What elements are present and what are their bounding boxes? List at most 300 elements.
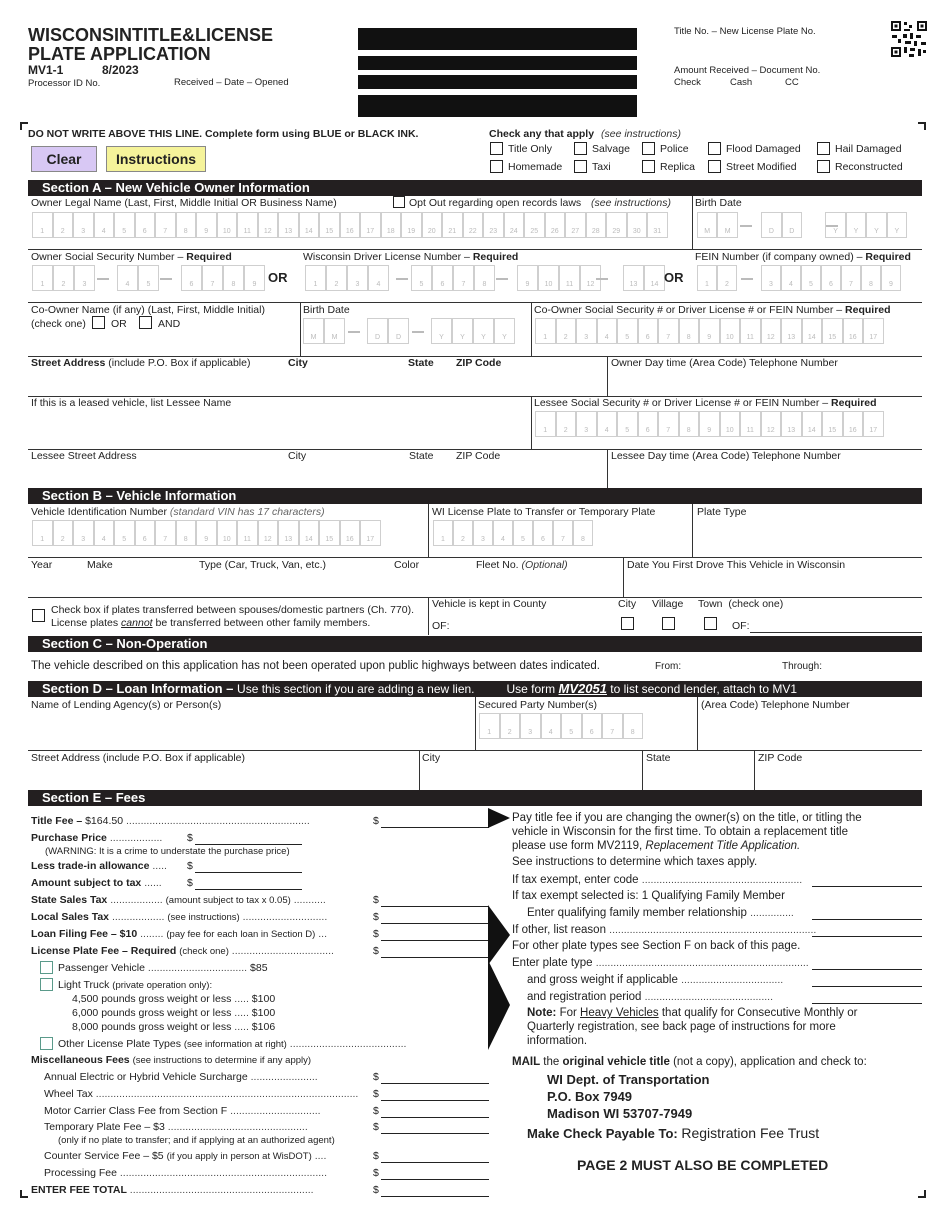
coowner-ssn-boxes[interactable]: [535, 318, 884, 344]
digit-box[interactable]: 8: [474, 265, 495, 291]
digit-box[interactable]: 2: [53, 265, 74, 291]
digit-box[interactable]: 7: [553, 520, 573, 546]
digit-box[interactable]: 5: [114, 212, 135, 238]
processor-id-label: Processor ID No.: [28, 78, 101, 89]
digit-box[interactable]: 10: [720, 318, 741, 344]
digit-box[interactable]: 5: [617, 318, 638, 344]
dollar-sign: $: [373, 1150, 379, 1162]
brand-replica-label: Replica: [660, 161, 696, 173]
digit-box[interactable]: 23: [483, 212, 504, 238]
dash: [740, 225, 752, 227]
family-relationship-field[interactable]: [812, 919, 922, 920]
through-label: Through:: [782, 661, 823, 672]
trade-in-label: Less trade-in allowance .....: [31, 860, 167, 872]
brand-salvage-checkbox[interactable]: [574, 142, 587, 155]
divider: [531, 302, 532, 356]
brand-salvage-label: Salvage: [592, 143, 630, 155]
rule: [28, 249, 922, 250]
title-no-label: Title No. – New License Plate No.: [674, 26, 816, 37]
processing-fee-label: Processing Fee .......................................................................: [44, 1167, 327, 1179]
brand-street-modified-checkbox[interactable]: [708, 160, 721, 173]
arrow-tax-icon: [488, 905, 512, 965]
divider: [419, 750, 420, 790]
brand-police-checkbox[interactable]: [642, 142, 655, 155]
digit-box[interactable]: 3: [74, 265, 95, 291]
digit-box[interactable]: 5: [513, 520, 533, 546]
temporary-plate-fee-field[interactable]: [381, 1133, 489, 1134]
spouse-note-1: Check box if plates transferred between spouses/domestic partners (Ch. 770).: [51, 604, 415, 616]
light-truck-label: Light Truck (private operation only):: [58, 979, 213, 991]
of-label-2: OF:: [732, 620, 750, 632]
digit-box[interactable]: 3: [73, 212, 94, 238]
lessee-zip-label: ZIP Code: [456, 450, 501, 462]
digit-box[interactable]: 7: [841, 265, 861, 291]
brand-homemade-checkbox[interactable]: [490, 160, 503, 173]
digit-box[interactable]: 11: [559, 265, 580, 291]
weight-8000-label: 8,000 pounds gross weight or less ..... $106: [72, 1021, 276, 1033]
dl-boxes[interactable]: [305, 265, 665, 291]
dash: [97, 278, 109, 280]
digit-box[interactable]: 22: [463, 212, 484, 238]
digit-box[interactable]: 2: [556, 411, 577, 437]
digit-box[interactable]: 2: [717, 265, 737, 291]
digit-box[interactable]: 8: [679, 411, 700, 437]
digit-box[interactable]: 16: [340, 520, 361, 546]
digit-box[interactable]: 3: [576, 411, 597, 437]
digit-box[interactable]: 1: [32, 520, 53, 546]
digit-box[interactable]: 12: [258, 212, 279, 238]
digit-box[interactable]: 5: [411, 265, 432, 291]
digit-box[interactable]: 6: [432, 265, 453, 291]
digit-box[interactable]: 7: [658, 411, 679, 437]
motor-carrier-fee-label: Motor Carrier Class Fee from Section F ...............................: [44, 1105, 321, 1117]
secured-party-boxes[interactable]: [479, 713, 643, 739]
temporary-plate-note-label: (only if no plate to transfer; and if applying at an authorized agent): [58, 1135, 335, 1146]
town-check-label: Town (check one): [698, 598, 784, 610]
section-e-header: Section E – Fees: [28, 790, 922, 806]
lender-phone-label: (Area Code) Telephone Number: [701, 699, 850, 711]
city-checkbox[interactable]: [621, 617, 634, 630]
divider: [300, 302, 301, 356]
spouse-note-2: License plates cannot be transferred between other family members.: [51, 617, 371, 629]
dollar-sign: $: [373, 1167, 379, 1179]
check-any-see: (see instructions): [601, 128, 681, 140]
address-line-1: WI Dept. of Transportation: [547, 1072, 710, 1087]
lender-city-label: City: [422, 752, 441, 764]
digit-box[interactable]: 7: [453, 265, 474, 291]
arrow-title-icon: [488, 808, 512, 828]
fein-boxes[interactable]: [697, 265, 901, 291]
digit-box[interactable]: 15: [822, 318, 843, 344]
digit-box[interactable]: 14: [299, 520, 320, 546]
state-label: State: [408, 357, 434, 369]
make-label: Make: [87, 559, 113, 571]
dollar-sign: $: [373, 815, 379, 827]
divider: [475, 697, 476, 750]
received-label: Received – Date – Opened: [174, 77, 289, 88]
brand-hail-label: Hail Damaged: [835, 143, 902, 155]
color-label: Color: [394, 559, 420, 571]
digit-box[interactable]: 7: [155, 212, 176, 238]
form-title-2: PLATE APPLICATION: [28, 44, 211, 64]
digit-box[interactable]: 13: [278, 212, 299, 238]
coowner-birth-boxes[interactable]: M M D D Y Y Y Y: [303, 318, 515, 344]
loan-filing-fee-field[interactable]: [381, 940, 489, 941]
license-plate-fee-label: License Plate Fee – Required (check one) ...................................: [31, 945, 334, 957]
wheel-tax-field[interactable]: [381, 1100, 489, 1101]
heavy-note-1: Note: For Heavy Vehicles that qualify for Consecutive Monthly or: [527, 1007, 858, 1019]
lessee-name-label: If this is a leased vehicle, list Lessee Name: [31, 397, 232, 409]
digit-box[interactable]: 10: [538, 265, 559, 291]
tax-exempt-label: If tax exempt, enter code .......................................................: [512, 874, 803, 886]
corner-mark-tl: [20, 122, 28, 130]
digit-box[interactable]: 2: [556, 318, 577, 344]
dl-label: Wisconsin Driver License Number – Required: [303, 251, 519, 263]
digit-box[interactable]: 11: [740, 318, 761, 344]
digit-box[interactable]: 2: [453, 520, 473, 546]
counter-service-fee-field[interactable]: [381, 1162, 489, 1163]
digit-box[interactable]: 15: [319, 212, 340, 238]
brand-reconstructed-checkbox[interactable]: [817, 160, 830, 173]
digit-box[interactable]: 8: [176, 212, 197, 238]
motor-carrier-fee-field[interactable]: [381, 1117, 489, 1118]
digit-box[interactable]: 8: [861, 265, 881, 291]
redacted-bar-1: [358, 28, 637, 50]
address-line-3: Madison WI 53707-7949: [547, 1106, 693, 1121]
birth-date-label: Birth Date: [695, 197, 742, 209]
electric-surcharge-field[interactable]: [381, 1083, 489, 1084]
corner-mark-br: [918, 1190, 926, 1198]
digit-box[interactable]: 11: [237, 212, 258, 238]
digit-box[interactable]: 31: [647, 212, 668, 238]
digit-box[interactable]: 4: [597, 411, 618, 437]
digit-box[interactable]: 4: [117, 265, 138, 291]
divider: [697, 697, 698, 750]
redacted-bar-4: [358, 95, 637, 117]
heavy-note-2: Quarterly registration, see back page of instructions for more: [527, 1021, 836, 1033]
owner-phone-label: Owner Day time (Area Code) Telephone Number: [611, 357, 838, 369]
digit-box[interactable]: 10: [217, 520, 238, 546]
dash: [596, 278, 608, 280]
digit-box[interactable]: 5: [561, 713, 582, 739]
digit-box[interactable]: 17: [863, 411, 884, 437]
coowner-or-label: OR: [111, 318, 127, 330]
divider: [692, 196, 693, 249]
town-checkbox[interactable]: [704, 617, 717, 630]
amount-subject-label: Amount subject to tax ......: [31, 877, 162, 889]
digit-box[interactable]: 4: [368, 265, 389, 291]
digit-box[interactable]: 17: [863, 318, 884, 344]
brand-street-modified-label: Street Modified: [726, 161, 797, 173]
digit-box[interactable]: 3: [73, 520, 94, 546]
title-note-3: please use form MV2119, Replacement Title Application.: [512, 840, 801, 852]
passenger-vehicle-label: Passenger Vehicle .................................. $85: [58, 962, 268, 974]
coowner-and-checkbox[interactable]: [139, 316, 152, 329]
brand-flood-checkbox[interactable]: [708, 142, 721, 155]
digit-box[interactable]: 6: [181, 265, 202, 291]
digit-box[interactable]: 24: [504, 212, 525, 238]
check-label: Check: [674, 77, 701, 88]
digit-box[interactable]: 4: [781, 265, 801, 291]
street-label: Street Address (include P.O. Box if applicable): [31, 357, 251, 369]
divider: [428, 597, 429, 635]
local-sales-tax-label: Local Sales Tax .................. (see instructions) .............................: [31, 911, 328, 923]
dash: [741, 278, 753, 280]
digit-box[interactable]: 9: [517, 265, 538, 291]
dash: [826, 225, 838, 227]
form-number: MV1-1: [28, 63, 64, 77]
digit-box[interactable]: 14: [802, 318, 823, 344]
digit-box[interactable]: 12: [258, 520, 279, 546]
digit-box[interactable]: 12: [580, 265, 601, 291]
digit-box[interactable]: 8: [623, 713, 644, 739]
digit-box[interactable]: 1: [32, 265, 53, 291]
gross-weight-field[interactable]: [812, 986, 922, 987]
digit-box[interactable]: 30: [627, 212, 648, 238]
brand-title-only-label: Title Only: [508, 143, 552, 155]
digit-box[interactable]: 18: [381, 212, 402, 238]
digit-box[interactable]: 5: [114, 520, 135, 546]
registration-period-field[interactable]: [812, 1003, 922, 1004]
digit-box[interactable]: 20: [422, 212, 443, 238]
divider: [692, 504, 693, 557]
digit-box[interactable]: 14: [644, 265, 665, 291]
opt-out-see: (see instructions): [591, 197, 671, 209]
digit-box[interactable]: 29: [606, 212, 627, 238]
digit-box[interactable]: 14: [299, 212, 320, 238]
digit-box[interactable]: 3: [520, 713, 541, 739]
page2-notice: PAGE 2 MUST ALSO BE COMPLETED: [577, 1157, 829, 1173]
digit-box[interactable]: 3: [473, 520, 493, 546]
digit-box[interactable]: 12: [761, 318, 782, 344]
village-check-label: Village: [652, 598, 684, 610]
digit-box[interactable]: 13: [623, 265, 644, 291]
digit-box[interactable]: 5: [138, 265, 159, 291]
brand-taxi-label: Taxi: [592, 161, 611, 173]
digit-box[interactable]: 6: [135, 212, 156, 238]
spouse-transfer-checkbox[interactable]: [32, 609, 45, 622]
digit-box[interactable]: 28: [586, 212, 607, 238]
divider: [623, 557, 624, 597]
instructions-button[interactable]: Instructions: [106, 146, 206, 172]
city-label: City: [288, 357, 308, 369]
digit-box[interactable]: 9: [699, 318, 720, 344]
plate-boxes[interactable]: [433, 520, 593, 546]
dash: [496, 278, 508, 280]
digit-box[interactable]: 6: [638, 411, 659, 437]
birth-date-boxes[interactable]: M M D D Y Y Y Y: [697, 212, 907, 238]
tax-exempt-code-field[interactable]: [812, 886, 922, 887]
lessee-ssn-boxes[interactable]: [535, 411, 884, 437]
fee-total-field[interactable]: [381, 1196, 489, 1197]
first-drove-label: Date You First Drove This Vehicle in Wisconsin: [627, 559, 846, 571]
digit-box[interactable]: 1: [32, 212, 53, 238]
digit-box[interactable]: 9: [881, 265, 901, 291]
digit-box[interactable]: 9: [196, 212, 217, 238]
brand-title-only-checkbox[interactable]: [490, 142, 503, 155]
heavy-note-3: information.: [527, 1035, 588, 1047]
digit-box[interactable]: 8: [679, 318, 700, 344]
divider: [607, 356, 608, 396]
digit-box[interactable]: 7: [602, 713, 623, 739]
dollar-sign: $: [373, 1121, 379, 1133]
digit-box[interactable]: 15: [319, 520, 340, 546]
divider: [754, 750, 755, 790]
owner-name-boxes[interactable]: [32, 212, 668, 238]
digit-box[interactable]: 6: [638, 318, 659, 344]
digit-box[interactable]: 13: [278, 520, 299, 546]
temporary-plate-fee-label: Temporary Plate Fee – $3 ................................................: [44, 1121, 308, 1133]
digit-box[interactable]: 1: [433, 520, 453, 546]
digit-box[interactable]: 5: [617, 411, 638, 437]
digit-box[interactable]: 4: [493, 520, 513, 546]
plate-type-label-right: Enter plate type .........................................................................: [512, 957, 809, 969]
section-b-header: Section B – Vehicle Information: [28, 488, 922, 504]
digit-box[interactable]: 2: [326, 265, 347, 291]
digit-box[interactable]: 16: [340, 212, 361, 238]
ssn-boxes[interactable]: [32, 265, 265, 291]
digit-box[interactable]: 19: [401, 212, 422, 238]
clear-button[interactable]: Clear: [31, 146, 97, 172]
section-d-header: Section D – Loan Information – Use this section if you are adding a new lien. Use form MV2051 to list second lender, attach to MV1: [28, 681, 922, 697]
dollar-sign: $: [373, 1088, 379, 1100]
loan-filing-fee-label: Loan Filing Fee – $10 ........ (pay fee for each loan in Section D) ...: [31, 928, 327, 940]
trade-in-field[interactable]: [195, 872, 302, 873]
corner-mark-bl: [20, 1190, 28, 1198]
digit-box[interactable]: 3: [761, 265, 781, 291]
digit-box[interactable]: 14: [802, 411, 823, 437]
digit-box[interactable]: 11: [237, 520, 258, 546]
digit-box[interactable]: 10: [720, 411, 741, 437]
other-plate-types-checkbox[interactable]: [40, 1037, 53, 1050]
period-label: and registration period ............................................: [527, 991, 773, 1003]
brand-replica-checkbox[interactable]: [642, 160, 655, 173]
digit-box[interactable]: 4: [94, 212, 115, 238]
digit-box[interactable]: 8: [223, 265, 244, 291]
digit-box[interactable]: 6: [821, 265, 841, 291]
digit-box[interactable]: 10: [217, 212, 238, 238]
lessee-ssn-label: Lessee Social Security # or Driver License # or FEIN Number – Required: [534, 397, 877, 409]
amount-subject-field[interactable]: [195, 889, 302, 890]
family-label: Enter qualifying family member relationship ...............: [527, 907, 794, 919]
digit-box[interactable]: 12: [761, 411, 782, 437]
dollar-sign: $: [373, 928, 379, 940]
digit-box[interactable]: 9: [699, 411, 720, 437]
digit-box[interactable]: 1: [697, 265, 717, 291]
digit-box[interactable]: 3: [347, 265, 368, 291]
digit-box[interactable]: 15: [822, 411, 843, 437]
digit-box[interactable]: 3: [576, 318, 597, 344]
digit-box[interactable]: 26: [545, 212, 566, 238]
brand-taxi-checkbox[interactable]: [574, 160, 587, 173]
check-any-label: Check any that apply: [489, 128, 595, 140]
coowner-or-checkbox[interactable]: [92, 316, 105, 329]
digit-box[interactable]: 1: [535, 411, 556, 437]
year-label: Year: [31, 559, 53, 571]
dollar-sign: $: [373, 911, 379, 923]
digit-box[interactable]: 2: [53, 520, 74, 546]
local-sales-tax-field[interactable]: [381, 923, 489, 924]
type-label: Type (Car, Truck, Van, etc.): [199, 559, 327, 571]
digit-box[interactable]: 16: [843, 318, 864, 344]
digit-box[interactable]: 4: [94, 520, 115, 546]
processing-fee-field[interactable]: [381, 1179, 489, 1180]
divider: [607, 449, 608, 489]
opt-out-checkbox[interactable]: [393, 196, 405, 208]
digit-box[interactable]: 8: [176, 520, 197, 546]
digit-box[interactable]: 13: [781, 411, 802, 437]
brand-police-label: Police: [660, 143, 689, 155]
digit-box[interactable]: 2: [53, 212, 74, 238]
digit-box[interactable]: 7: [202, 265, 223, 291]
cc-label: CC: [785, 77, 799, 88]
digit-box[interactable]: 17: [360, 212, 381, 238]
form-title-1: WISCONSINTITLE&LICENSE: [28, 25, 274, 45]
digit-box[interactable]: 5: [801, 265, 821, 291]
purchase-price-label: Purchase Price ..................: [31, 832, 163, 844]
digit-box[interactable]: 4: [541, 713, 562, 739]
state-sales-tax-label: State Sales Tax .................. (amount subject to tax x 0.05) ...........: [31, 894, 326, 906]
other-plate-types-label: Other License Plate Types (see information at right) ........................................: [58, 1038, 407, 1050]
digit-box[interactable]: 6: [135, 520, 156, 546]
license-plate-fee-field[interactable]: [381, 957, 489, 958]
redacted-bar-2: [358, 56, 637, 70]
digit-box[interactable]: 8: [573, 520, 593, 546]
digit-box[interactable]: 27: [565, 212, 586, 238]
digit-box[interactable]: 7: [658, 318, 679, 344]
ink-instruction: DO NOT WRITE ABOVE THIS LINE. Complete form using BLUE or BLACK INK.: [28, 128, 419, 140]
state-sales-tax-field[interactable]: [381, 906, 489, 907]
digit-box[interactable]: 21: [442, 212, 463, 238]
brand-hail-checkbox[interactable]: [817, 142, 830, 155]
redacted-bar-3: [358, 75, 637, 89]
digit-box[interactable]: 17: [360, 520, 381, 546]
weight-4500-label: 4,500 pounds gross weight or less ..... $100: [72, 993, 276, 1005]
digit-box[interactable]: 1: [479, 713, 500, 739]
digit-box[interactable]: 6: [533, 520, 553, 546]
dollar-sign: $: [373, 894, 379, 906]
digit-box[interactable]: 25: [524, 212, 545, 238]
rule: [28, 302, 922, 303]
plate-type-label: Plate Type: [697, 506, 747, 518]
coowner-label: Co-Owner Name (if any) (Last, First, Middle Initial): [31, 304, 265, 316]
digit-box[interactable]: 13: [781, 318, 802, 344]
digit-box[interactable]: 6: [582, 713, 603, 739]
title-fee-field[interactable]: [381, 827, 489, 828]
dollar-sign: $: [373, 1105, 379, 1117]
digit-box[interactable]: 2: [500, 713, 521, 739]
digit-box[interactable]: 9: [244, 265, 265, 291]
vin-boxes[interactable]: [32, 520, 381, 546]
lender-state-label: State: [646, 752, 671, 764]
digit-box[interactable]: 9: [196, 520, 217, 546]
digit-box[interactable]: 11: [740, 411, 761, 437]
digit-box[interactable]: 7: [155, 520, 176, 546]
dash: [348, 331, 360, 333]
digit-box[interactable]: 1: [305, 265, 326, 291]
opt-out-label: Opt Out regarding open records laws: [409, 197, 582, 209]
light-truck-checkbox[interactable]: [40, 978, 53, 991]
digit-box[interactable]: 4: [597, 318, 618, 344]
passenger-vehicle-checkbox[interactable]: [40, 961, 53, 974]
divider: [428, 504, 429, 557]
digit-box[interactable]: 1: [535, 318, 556, 344]
plate-type-field[interactable]: [812, 969, 922, 970]
title-fee-label: Title Fee – $164.50 ...............................................................: [31, 815, 310, 827]
digit-box[interactable]: 16: [843, 411, 864, 437]
village-checkbox[interactable]: [662, 617, 675, 630]
other-reason-field[interactable]: [812, 936, 922, 937]
